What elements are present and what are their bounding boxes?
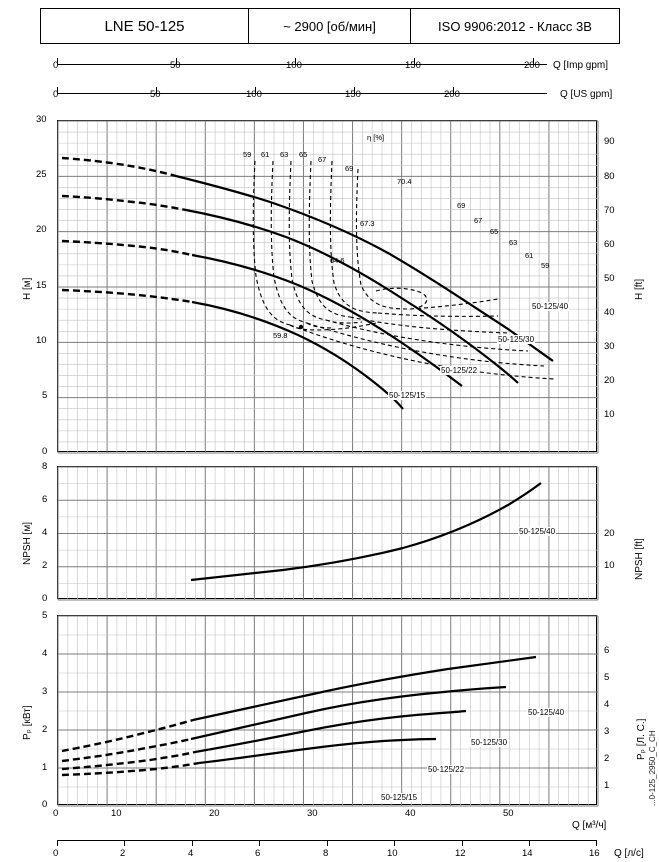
head-curve-label-40: 50-125/40 xyxy=(532,302,569,311)
q-imp-tick-0: 0 xyxy=(53,60,59,71)
q-m3h-tick-0: 0 xyxy=(53,808,59,819)
eff-right-61: 61 xyxy=(525,251,534,260)
tick xyxy=(327,840,328,846)
tick xyxy=(529,840,530,846)
power-curve-label-15: 50-125/15 xyxy=(381,793,418,802)
p-tick-2: 2 xyxy=(42,724,48,735)
q-ls-tick-0: 0 xyxy=(53,848,59,859)
npsh-ft-axis-title: NPSH [ft] xyxy=(634,538,645,580)
q-ls-tick-4: 4 xyxy=(188,848,194,859)
npsh-ft-tick-20: 20 xyxy=(604,528,615,539)
power-chart-panel xyxy=(57,615,597,805)
q-us-tick-4: 200 xyxy=(444,89,460,100)
eff-label-65: 65 xyxy=(299,150,308,159)
p-hp-tick-4: 4 xyxy=(604,699,610,710)
tick xyxy=(124,840,125,846)
h-ft-tick-60: 60 xyxy=(604,239,615,250)
p-tick-4: 4 xyxy=(42,648,48,659)
head-chart-panel xyxy=(57,120,597,452)
eff-right-65: 65 xyxy=(490,227,499,236)
tick xyxy=(57,840,58,846)
p-hp-tick-2: 2 xyxy=(604,753,610,764)
power-curve-label-40: 50-125/40 xyxy=(528,708,565,717)
npsh-tick-6: 6 xyxy=(42,494,48,505)
q-m3h-axis-title: Q [м³/ч] xyxy=(572,820,607,831)
document-code-watermark: ...0-125_2950_C_CH xyxy=(648,730,657,806)
q-us-tick-0: 0 xyxy=(53,89,59,100)
p-tick-5: 5 xyxy=(42,610,48,621)
tick xyxy=(462,840,463,846)
h-tick-10: 10 xyxy=(36,335,47,346)
eff-label-64-6: 64.6 xyxy=(330,256,345,265)
eff-label-70-4: 70.4 xyxy=(397,177,412,186)
q-m3h-tick-50: 50 xyxy=(503,808,514,819)
h-ft-tick-20: 20 xyxy=(604,375,615,386)
p-hp-axis-title: Pₚ [Л. С.] xyxy=(636,718,647,760)
p-hp-tick-5: 5 xyxy=(604,672,610,683)
eff-label-59: 59 xyxy=(243,150,252,159)
npsh-tick-8: 8 xyxy=(42,461,48,472)
h-tick-0: 0 xyxy=(42,446,48,457)
power-chart-svg xyxy=(58,616,598,806)
q-ls-tick-12: 12 xyxy=(455,848,466,859)
eff-label-67: 67 xyxy=(318,155,327,164)
head-chart-svg xyxy=(58,121,598,453)
q-imp-tick-1: 50 xyxy=(170,60,181,71)
eff-right-67: 67 xyxy=(474,216,483,225)
q-m3h-tick-20: 20 xyxy=(209,808,220,819)
npsh-chart-svg xyxy=(58,467,598,600)
eff-right-63: 63 xyxy=(509,238,518,247)
npsh-tick-2: 2 xyxy=(42,560,48,571)
p-hp-tick-3: 3 xyxy=(604,726,610,737)
eff-right-59: 59 xyxy=(541,261,550,270)
npsh-curve-label-40: 50-125/40 xyxy=(519,527,556,536)
eff-label-69: 69 xyxy=(345,164,354,173)
pump-model: LNE 50-125 xyxy=(41,9,249,43)
p-tick-0: 0 xyxy=(42,799,48,810)
h-ft-tick-30: 30 xyxy=(604,341,615,352)
q-ls-tick-16: 16 xyxy=(589,848,600,859)
axis-q-imp-line xyxy=(57,64,547,65)
h-tick-5: 5 xyxy=(42,390,48,401)
h-tick-25: 25 xyxy=(36,169,47,180)
h-tick-30: 30 xyxy=(36,114,47,125)
pump-standard: ISO 9906:2012 - Класс 3B xyxy=(438,18,592,34)
h-ft-tick-50: 50 xyxy=(604,273,615,284)
npsh-tick-0: 0 xyxy=(42,593,48,604)
p-tick-1: 1 xyxy=(42,762,48,773)
h-ft-axis-title: H [ft] xyxy=(634,278,645,300)
eff-label-59-8: 59.8 xyxy=(273,331,288,340)
q-imp-tick-3: 150 xyxy=(405,60,421,71)
q-us-tick-3: 150 xyxy=(345,89,361,100)
p-axis-title: Pₚ [кВт] xyxy=(22,705,33,740)
npsh-chart-panel xyxy=(57,466,597,599)
q-ls-tick-8: 8 xyxy=(323,848,329,859)
q-m3h-tick-30: 30 xyxy=(307,808,318,819)
q-m3h-tick-40: 40 xyxy=(405,808,416,819)
header-bar xyxy=(40,8,620,44)
npsh-ft-tick-10: 10 xyxy=(604,560,615,571)
power-curve-label-30: 50-125/30 xyxy=(471,738,508,747)
npsh-axis-title: NPSH [м] xyxy=(22,522,33,565)
eff-label-61: 61 xyxy=(261,150,270,159)
head-curve-label-30: 50-125/30 xyxy=(498,335,535,344)
eff-right-69: 69 xyxy=(457,201,466,210)
q-imp-tick-4: 200 xyxy=(524,60,540,71)
q-us-tick-1: 50 xyxy=(150,89,161,100)
h-ft-tick-40: 40 xyxy=(604,307,615,318)
head-curve-label-15: 50-125/15 xyxy=(389,391,426,400)
efficiency-legend: η [%] xyxy=(367,133,385,142)
head-curve-label-22: 50-125/22 xyxy=(441,366,478,375)
eff-label-67-3: 67.3 xyxy=(360,219,375,228)
eff-label-63: 63 xyxy=(280,150,289,159)
tick xyxy=(259,840,260,846)
p-hp-tick-1: 1 xyxy=(604,780,610,791)
q-us-axis-title: Q [US gpm] xyxy=(560,89,613,100)
h-axis-title: H [м] xyxy=(22,277,33,300)
q-ls-tick-14: 14 xyxy=(522,848,533,859)
h-ft-tick-80: 80 xyxy=(604,171,615,182)
q-imp-tick-2: 100 xyxy=(286,60,302,71)
q-us-tick-2: 100 xyxy=(246,89,262,100)
pump-speed: ~ 2900 [об/мин] xyxy=(249,9,411,43)
p-tick-3: 3 xyxy=(42,686,48,697)
p-hp-tick-6: 6 xyxy=(604,645,610,656)
q-m3h-tick-10: 10 xyxy=(111,808,122,819)
q-ls-tick-6: 6 xyxy=(255,848,261,859)
h-tick-15: 15 xyxy=(36,280,47,291)
h-tick-20: 20 xyxy=(36,224,47,235)
q-imp-axis-title: Q [Imp gpm] xyxy=(553,60,609,71)
tick xyxy=(192,840,193,846)
tick xyxy=(394,840,395,846)
axis-q-us-line xyxy=(57,93,547,94)
q-ls-tick-10: 10 xyxy=(387,848,398,859)
h-ft-tick-90: 90 xyxy=(604,136,615,147)
tick xyxy=(596,840,597,846)
h-ft-tick-70: 70 xyxy=(604,205,615,216)
power-curve-label-22: 50-125/22 xyxy=(428,765,465,774)
h-ft-tick-10: 10 xyxy=(604,409,615,420)
q-ls-axis-title: Q [л/с] xyxy=(614,848,644,859)
q-ls-tick-2: 2 xyxy=(120,848,126,859)
npsh-tick-4: 4 xyxy=(42,527,48,538)
